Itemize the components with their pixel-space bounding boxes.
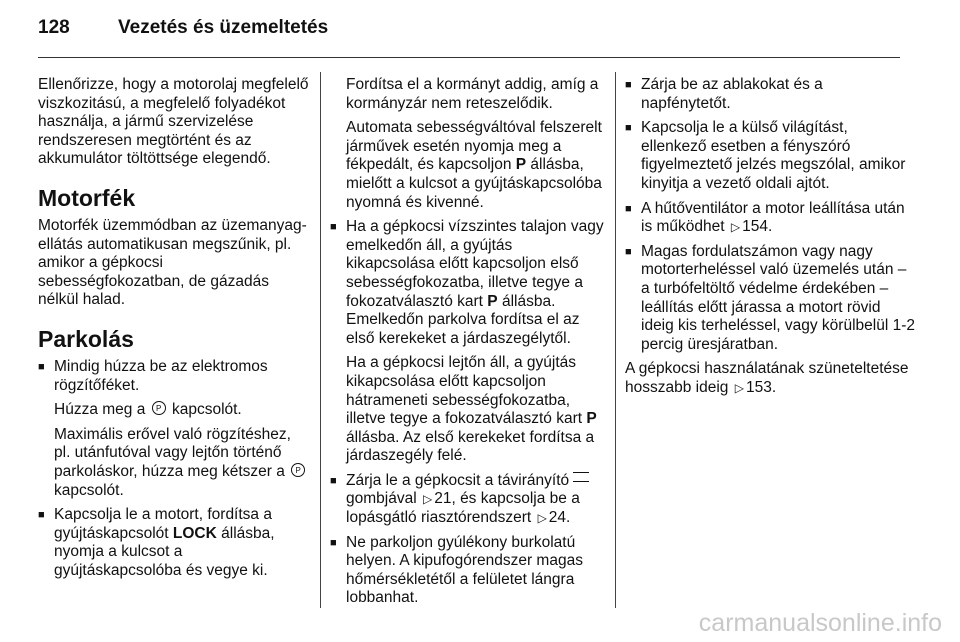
list-item: ■ Kapcsolja le a motort, fordítsa a gyújtáskapcsolót LOCK állásba, nyomja a kulcsot a gyújtáskapcsolóba és vegye ki. [38,506,310,580]
list-item: ■ Mindig húzza be az elektromos rögzítőféket. [38,358,310,395]
list-subparagraph: Ha a gépkocsi lejtőn áll, a gyújtás kikapcsolása előtt kapcsoljon hátrameneti sebességfokozatba, illetve tegye a fokozatválasztó kart P állásba. Az első kerekeket fordítsa a járdaszegély felé. [346,354,597,465]
page-number: 128 [38,17,70,38]
page-reference-icon: ▷ [537,511,547,526]
page-reference-icon: ▷ [730,220,741,235]
remote-lock-icon [573,472,589,482]
section-heading-parkolas: Parkolás [38,325,134,352]
column-3 [625,76,915,404]
column-1 [38,76,310,586]
column-2 [330,76,605,614]
list-subparagraph: Maximális erővel való rögzítéshez, pl. utánfutóval vagy lejtőn történő parkoláskor, húzza meg kétszer a P kapcsolót. [38,426,310,500]
paragraph: A gépkocsi használatának szüneteltetése hosszabb ideig ▷ 153. [625,360,909,396]
intro-paragraph: Ellenőrizze, hogy a motorolaj megfelelő viszkozitású, a megfelelő folyadékot használja, a jármű szervizelése rendszeresen megtörtént és az akkumulátor töltöttsége elegendő. [38,76,309,168]
running-title: Vezetés és üzemeltetés [118,17,329,38]
section-heading-motorfek: Motorfék [38,184,136,211]
page-reference-icon: ▷ [734,380,744,395]
list-item: ■ Ne parkoljon gyúlékony burkolatú helyen. A kipufogórendszer magas hőmérsékletétől a felületet lángra lobbanhat. [330,534,605,608]
watermark: carmanualsonline.info [698,609,942,637]
list-item: ■ Zárja be az ablakokat és a napfénytetőt. [625,76,915,113]
list-item: ■ Magas fordulatszámon vagy nagy motorterheléssel való üzemelés után – a turbófeltöltő védelme érdekében – leállítás előtt járassa a motort rövid ideig kis terheléssel, vagy körülbelül 1-2 percig üresjáratban. [625,243,915,355]
column-divider [615,72,616,608]
list-item: ■ Kapcsolja le a külső világítást, ellenkező esetben a fényszóró figyelmeztető jelzés megszólal, amikor kinyitja a vezető oldali ajtót. [625,119,915,193]
parking-brake-icon [152,401,166,415]
column-divider [320,72,321,608]
paragraph: Fordítsa el a kormányt addig, amíg a kormányzár nem reteszelődik. [346,76,599,112]
motorfek-paragraph: Motorfék üzemmódban az üzemanyag-ellátás automatikusan megszűnik, pl. amikor a gépkocsi sebességfokozatban, de gázadás nélkül halad. [38,216,307,309]
page-header [38,17,328,49]
list-subparagraph: Húzza meg a P kapcsolót. [38,401,310,420]
list-item: ■ Ha a gépkocsi vízszintes talajon vagy emelkedőn áll, a gyújtás kikapcsolása előtt kapcsoljon első sebességfokozatba, illetve tegye a fokozatválasztó kart P állásba. Emelkedőn parkolva fordítsa el az első kerekeket a járdaszegélytől. [330,218,605,348]
paragraph: Automata sebességváltóval felszerelt járművek esetén nyomja meg a fékpedált, és kapcsoljon P állásba, mielőtt a kulcsot a gyújtáskapcsolóba nyomná és kivenné. [346,119,602,211]
page-reference-icon: ▷ [422,492,433,507]
header-rule [38,57,900,58]
parking-brake-icon [291,463,305,477]
list-item: ■ A hűtőventilátor a motor leállítása után is működhet ▷ 154. [625,200,915,237]
list-item: ■ Zárja le a gépkocsit a távirányító gombjával ▷ 21, és kapcsolja be a lopásgátló riasztórendszert ▷ 24. [330,472,605,528]
